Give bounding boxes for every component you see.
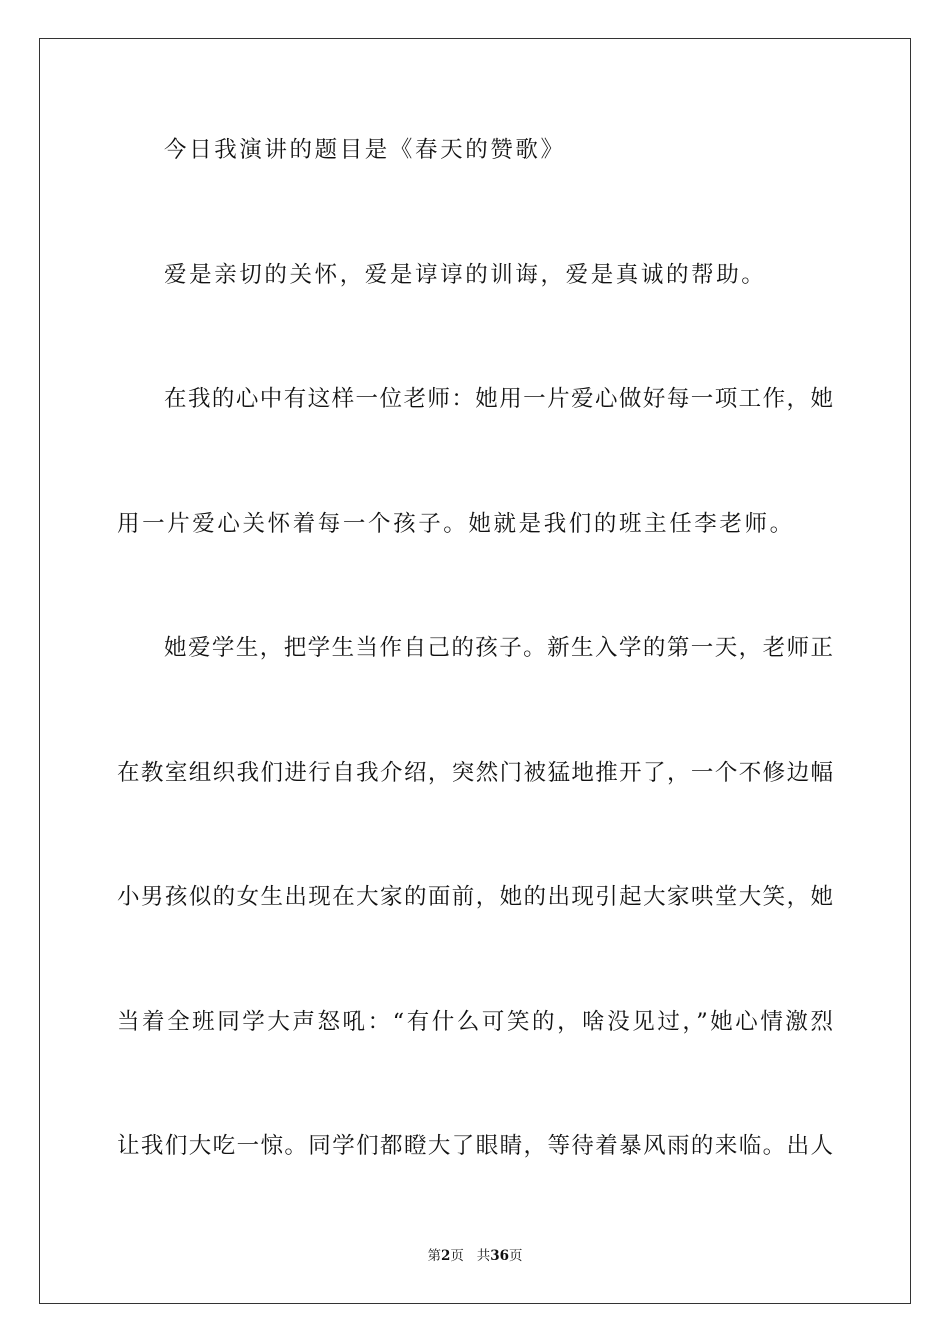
- page-suffix: 页: [450, 1248, 464, 1264]
- paragraph-line-8: 当着全班同学大声怒吼：“有什么可笑的，啥没见过，”她心情激烈: [117, 1009, 833, 1035]
- page-footer: [0, 1247, 950, 1265]
- total-pages: 36: [490, 1248, 510, 1264]
- paragraph-line-3: 在我的心中有这样一位老师：她用一片爱心做好每一项工作，她: [164, 386, 833, 412]
- page-prefix: 第: [427, 1248, 441, 1264]
- page-frame: [39, 38, 911, 1304]
- page-number: 2: [440, 1248, 451, 1264]
- paragraph-line-2: 爱是亲切的关怀，爱是谆谆的训诲，爱是真诚的帮助。: [164, 262, 767, 288]
- paragraph-line-7: 小男孩似的女生出现在大家的面前，她的出现引起大家哄堂大笑，她: [117, 884, 833, 910]
- paragraph-line-6: 在教室组织我们进行自我介绍，突然门被猛地推开了，一个不修边幅: [117, 760, 833, 786]
- total-suffix: 页: [509, 1248, 523, 1264]
- paragraph-line-5: 她爱学生，把学生当作自己的孩子。新生入学的第一天，老师正: [164, 635, 833, 661]
- paragraph-line-9: 让我们大吃一惊。同学们都瞪大了眼睛，等待着暴风雨的来临。出人: [117, 1133, 833, 1159]
- paragraph-line-4: 用一片爱心关怀着每一个孩子。她就是我们的班主任李老师。: [117, 511, 795, 537]
- total-prefix: 共: [476, 1248, 491, 1264]
- paragraph-line-1: 今日我演讲的题目是《春天的赞歌》: [164, 137, 566, 163]
